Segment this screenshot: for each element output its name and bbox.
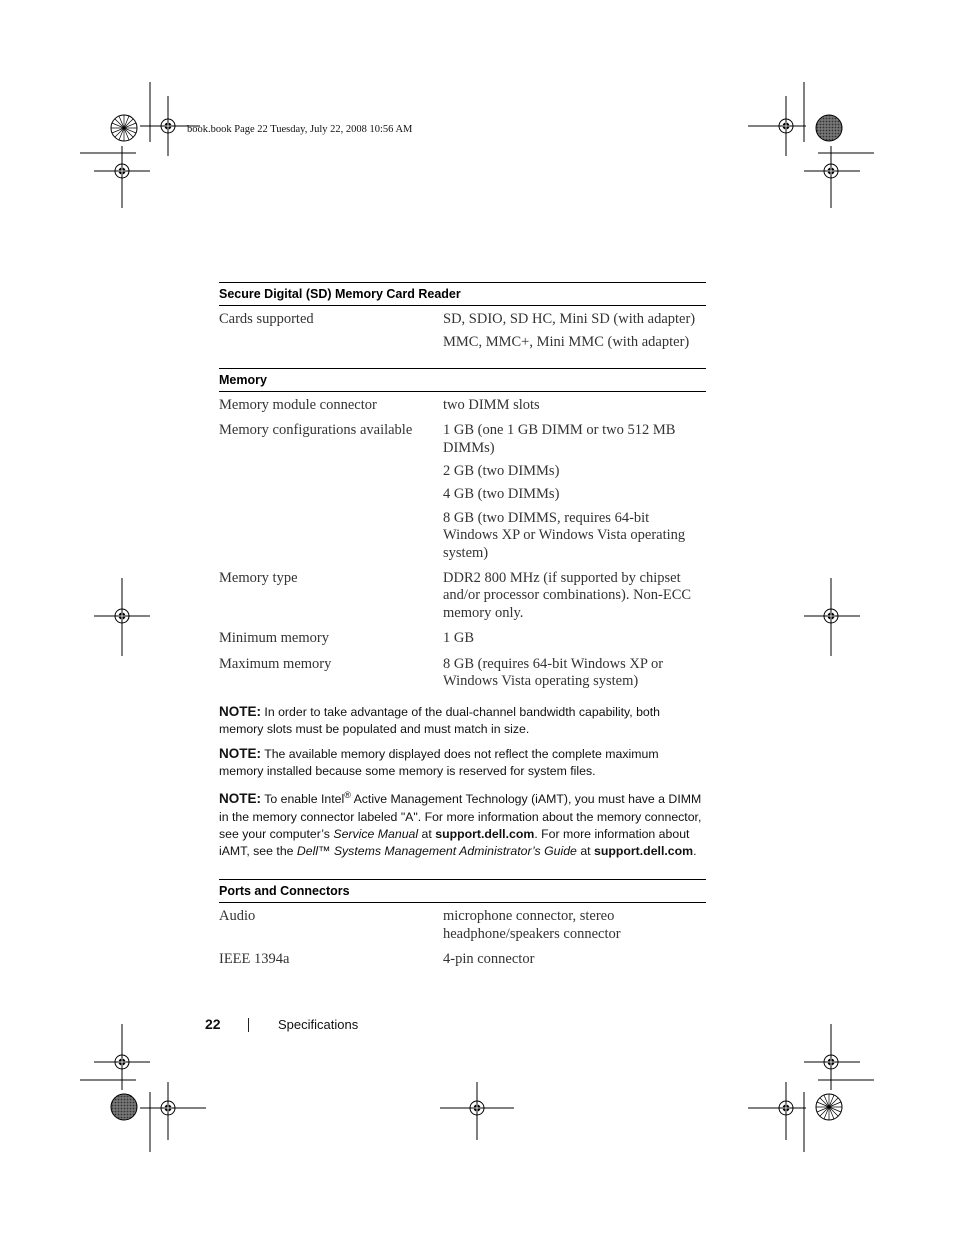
note-text: at bbox=[576, 844, 594, 859]
row-label: Minimum memory bbox=[219, 630, 329, 647]
note-dual-channel bbox=[219, 703, 706, 738]
table-row bbox=[219, 951, 706, 974]
note-text: In order to take advantage of the dual-channel bandwidth capability, both memory slots must be populated and must match in size. bbox=[219, 704, 661, 736]
row-value: 4-pin connector bbox=[443, 951, 535, 968]
support-link[interactable]: support.dell.com bbox=[594, 844, 694, 859]
table-row bbox=[219, 908, 706, 949]
row-values bbox=[443, 422, 706, 568]
row-value: SD, SDIO, SD HC, Mini SD (with adapter) bbox=[443, 311, 696, 327]
section-title-ports: Ports and Connectors bbox=[219, 879, 706, 903]
table-row bbox=[219, 311, 706, 358]
row-value: microphone connector, stereo headphone/speakers connector bbox=[443, 908, 621, 942]
row-values bbox=[443, 397, 706, 420]
row-label: Audio bbox=[219, 908, 256, 925]
print-header: book.book Page 22 Tuesday, July 22, 2008 10:56 AM bbox=[187, 124, 413, 135]
row-label: Memory type bbox=[219, 570, 298, 587]
note-text: To enable Intel bbox=[264, 792, 345, 807]
table-row bbox=[219, 630, 706, 653]
table-row bbox=[219, 656, 706, 697]
row-values bbox=[443, 656, 706, 697]
sd-rows bbox=[219, 306, 706, 368]
row-values bbox=[443, 311, 706, 358]
row-values bbox=[443, 630, 706, 653]
row-value: two DIMM slots bbox=[443, 396, 540, 413]
footer-title: Specifications bbox=[278, 1017, 359, 1032]
note-available-memory bbox=[219, 745, 706, 780]
row-label: Maximum memory bbox=[219, 655, 332, 672]
note-label: NOTE: bbox=[219, 745, 261, 761]
row-value: 1 GB (one 1 GB DIMM or two 512 MB DIMMs) bbox=[443, 422, 676, 456]
note-iamt bbox=[219, 787, 706, 860]
section-title-sd-card-reader: Secure Digital (SD) Memory Card Reader bbox=[219, 282, 706, 306]
ports-rows bbox=[219, 903, 706, 974]
note-text: The available memory displayed does not reflect the complete maximum memory installed because some memory is reserved for system files. bbox=[219, 746, 659, 779]
row-label: Memory module connector bbox=[219, 396, 377, 413]
note-text: . For more information about iAMT, see the bbox=[219, 826, 690, 859]
table-row bbox=[219, 397, 706, 420]
section-title-memory: Memory bbox=[219, 368, 706, 392]
memory-rows bbox=[219, 392, 706, 697]
row-values bbox=[443, 908, 706, 949]
note-text: at bbox=[418, 826, 436, 841]
note-text: . bbox=[693, 844, 697, 859]
admin-guide-title: Dell™ Systems Management Administrator’s Guide bbox=[296, 844, 577, 859]
row-label: Memory configurations available bbox=[219, 422, 413, 439]
row-value: 8 GB (requires 64-bit Windows XP or Windows Vista operating system) bbox=[443, 655, 664, 690]
table-row bbox=[219, 570, 706, 628]
note-label: NOTE: bbox=[219, 703, 261, 719]
registered-mark: ® bbox=[344, 790, 351, 801]
row-value: 4 GB (two DIMMs) bbox=[443, 486, 560, 503]
spec-content bbox=[219, 282, 706, 976]
row-label: IEEE 1394a bbox=[219, 951, 290, 968]
note-text: Active Management Technology (iAMT), you must have a DIMM in the memory connector labeled "A". For more information about the memory connector, see your computer’s bbox=[219, 792, 702, 841]
row-value: DDR2 800 MHz (if supported by chipset and/or processor combinations). Non-ECC memory only. bbox=[443, 570, 692, 621]
row-value: MMC, MMC+, Mini MMC (with adapter) bbox=[443, 334, 690, 351]
support-link[interactable]: support.dell.com bbox=[435, 826, 535, 841]
row-values bbox=[443, 951, 706, 974]
service-manual-title: Service Manual bbox=[333, 826, 419, 841]
note-label: NOTE: bbox=[219, 791, 261, 807]
page-number: 22 bbox=[205, 1016, 221, 1032]
row-values bbox=[443, 570, 706, 628]
row-value: 2 GB (two DIMMs) bbox=[443, 463, 560, 480]
row-value: 1 GB bbox=[443, 630, 475, 647]
table-row bbox=[219, 422, 706, 568]
row-label: Cards supported bbox=[219, 311, 314, 327]
row-value: 8 GB (two DIMMS, requires 64-bit Windows XP or Windows Vista operating system) bbox=[443, 509, 686, 561]
footer-divider bbox=[248, 1018, 249, 1032]
